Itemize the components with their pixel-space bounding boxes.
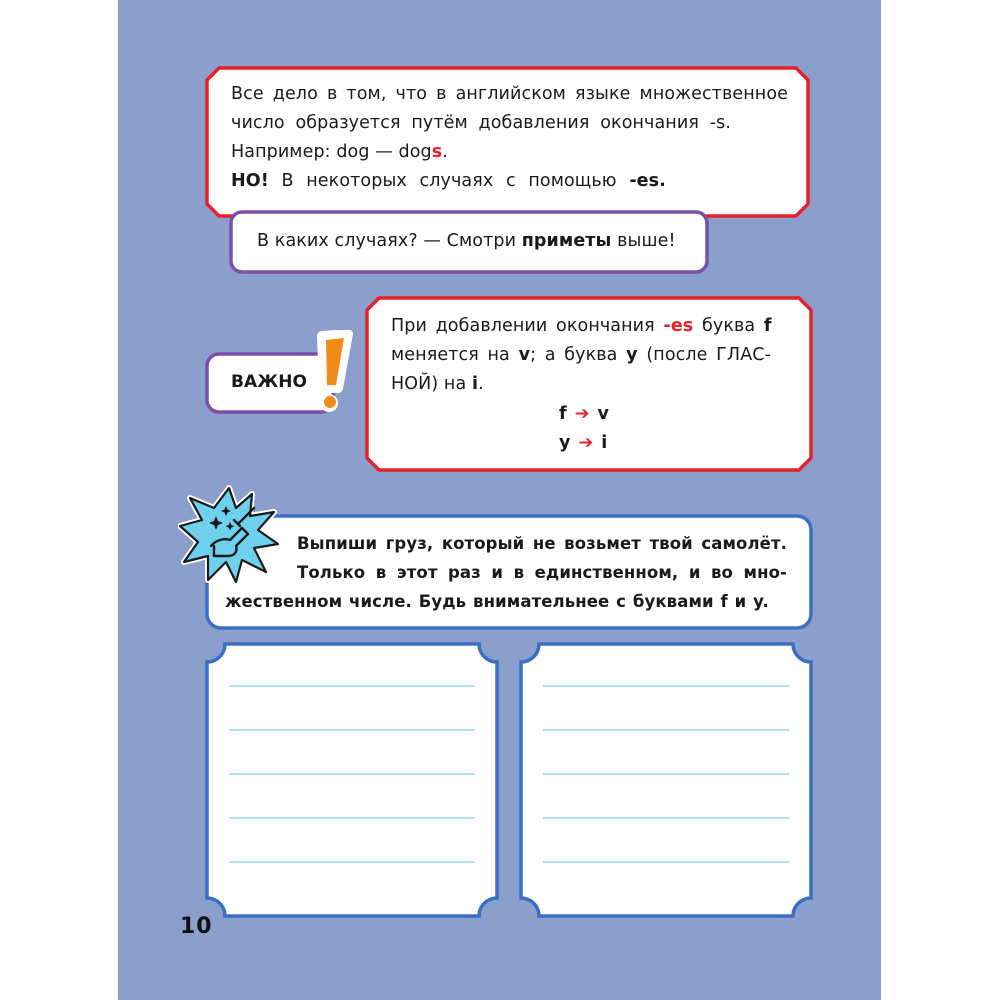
intro-example-end: .	[442, 142, 448, 162]
letter-i: i	[471, 374, 479, 394]
intro-box	[205, 66, 810, 218]
task-line-3: жественном числе. Будь внимательнее с буквами f и y.	[225, 592, 769, 611]
rule-from: y	[559, 433, 571, 453]
intro-line-4-text: В некоторых случаях с помощью	[281, 171, 617, 191]
rule-line-1-b: буква	[701, 316, 756, 336]
task-line-1: Выпиши груз, который не возьмет твой самолёт.	[297, 534, 787, 553]
answer-card-frame	[519, 642, 813, 918]
rule-box	[365, 296, 813, 472]
writing-hand-icon	[178, 484, 280, 586]
es-ending-red: -es	[663, 316, 694, 336]
rule-from: f	[559, 404, 567, 424]
hint-box	[229, 210, 709, 274]
right-arrow-icon: ➔	[578, 433, 594, 453]
answer-card-left[interactable]	[205, 642, 499, 918]
hint-bold: приметы	[521, 231, 612, 251]
hint-text	[257, 227, 676, 256]
task-box	[205, 514, 813, 630]
hint-text-before: В каких случаях? — Смотри	[257, 231, 517, 251]
intro-line-1: Все дело в том, что в английском языке множественное	[231, 84, 788, 104]
rule-line-3	[391, 370, 484, 399]
plural-s-ending: s	[431, 142, 443, 162]
exclamation-icon	[308, 330, 356, 416]
letter-v: v	[518, 345, 531, 365]
rule-f-to-v	[559, 400, 609, 429]
important-label: ВАЖНО	[231, 372, 308, 392]
hint-text-after: выше!	[617, 231, 676, 251]
es-ending: -es.	[629, 171, 666, 191]
intro-line-4	[231, 167, 666, 196]
answer-card-right[interactable]	[519, 642, 813, 918]
rule-line-2-a: меняется на	[391, 345, 510, 365]
rule-y-to-i	[559, 429, 607, 458]
rule-line-3-a: НОЙ) на	[391, 374, 467, 394]
rule-line-1	[391, 312, 793, 341]
rule-line-3-end: .	[478, 374, 484, 394]
rule-line-1-a: При добавлении окончания	[391, 316, 655, 336]
rule-line-2	[391, 341, 793, 370]
rule-line-2-c: (после ГЛАС-	[646, 345, 771, 365]
letter-y: y	[626, 345, 638, 365]
intro-line-2: число образуется путём добавления окончания -s.	[231, 113, 731, 133]
but-label: НО!	[231, 171, 269, 191]
rule-to: v	[597, 404, 609, 424]
right-arrow-icon: ➔	[574, 404, 590, 424]
rule-line-2-b: ; а буква	[530, 345, 618, 365]
intro-example: Например: dog — dog	[231, 142, 432, 162]
rule-to: i	[601, 433, 608, 453]
answer-card-frame	[205, 642, 499, 918]
task-line-2: Только в этот раз и в единственном, и во мно-	[297, 563, 787, 582]
intro-line-3	[231, 138, 448, 167]
page-number: 10	[180, 914, 213, 939]
letter-f: f	[763, 316, 772, 336]
